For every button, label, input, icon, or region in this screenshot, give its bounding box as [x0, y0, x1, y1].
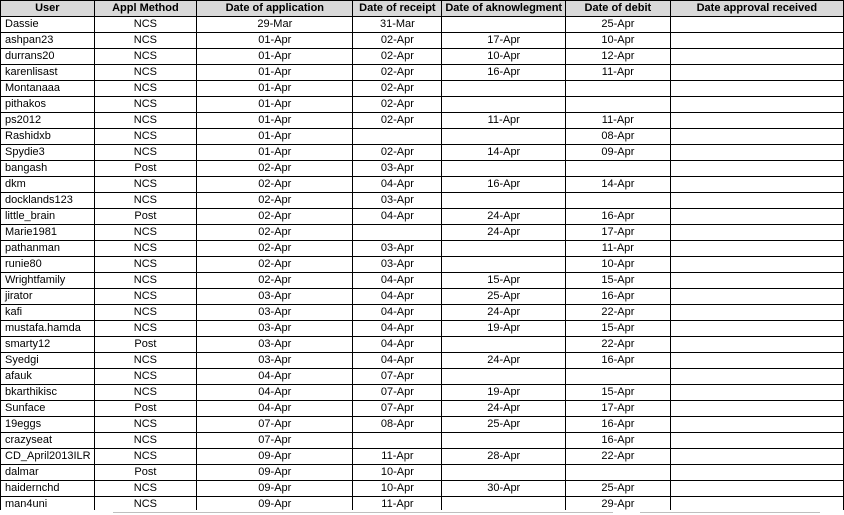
table-cell[interactable] — [353, 433, 442, 449]
table-cell[interactable]: NCS — [94, 305, 197, 321]
table-cell[interactable]: 12-Apr — [566, 49, 671, 65]
table-cell[interactable] — [670, 129, 843, 145]
user-cell[interactable]: 19eggs — [1, 417, 95, 433]
table-row — [1, 49, 844, 65]
table-row — [1, 113, 844, 129]
table-cell[interactable] — [670, 321, 843, 337]
table-cell[interactable]: 15-Apr — [566, 273, 671, 289]
table-cell[interactable]: 03-Apr — [353, 241, 442, 257]
table-cell[interactable]: 25-Apr — [566, 17, 671, 33]
table-cell[interactable]: 24-Apr — [442, 305, 566, 321]
table-cell[interactable]: 28-Apr — [442, 449, 566, 465]
table-cell[interactable] — [670, 33, 843, 49]
table-cell[interactable]: 07-Apr — [353, 369, 442, 385]
table-cell[interactable]: 02-Apr — [197, 161, 353, 177]
user-cell[interactable]: kafi — [1, 305, 95, 321]
table-cell[interactable]: 04-Apr — [197, 401, 353, 417]
user-cell[interactable]: durrans20 — [1, 49, 95, 65]
table-row — [1, 97, 844, 113]
table-row — [1, 337, 844, 353]
table-cell[interactable] — [670, 449, 843, 465]
table-cell[interactable]: Post — [94, 161, 197, 177]
table-cell[interactable] — [670, 177, 843, 193]
table-cell[interactable]: 01-Apr — [197, 145, 353, 161]
table-cell[interactable]: 11-Apr — [566, 113, 671, 129]
table-cell[interactable]: 07-Apr — [197, 433, 353, 449]
table-cell[interactable]: 03-Apr — [353, 257, 442, 273]
table-cell[interactable]: 07-Apr — [353, 385, 442, 401]
user-cell[interactable]: bkarthikisc — [1, 385, 95, 401]
table-row — [1, 129, 844, 145]
table-cell[interactable] — [670, 145, 843, 161]
table-row — [1, 321, 844, 337]
table-cell[interactable] — [442, 369, 566, 385]
table-cell[interactable]: 11-Apr — [353, 449, 442, 465]
column-header[interactable]: Date of receipt — [353, 1, 442, 17]
table-cell[interactable]: 17-Apr — [442, 33, 566, 49]
table-cell[interactable] — [670, 417, 843, 433]
table-cell[interactable] — [670, 433, 843, 449]
table-cell[interactable]: 29-Mar — [197, 17, 353, 33]
table-row — [1, 449, 844, 465]
table-row — [1, 273, 844, 289]
table-cell[interactable]: 01-Apr — [197, 97, 353, 113]
table-cell[interactable]: 19-Apr — [442, 385, 566, 401]
table-cell[interactable]: 11-Apr — [442, 113, 566, 129]
table-row — [1, 225, 844, 241]
table-cell[interactable] — [442, 465, 566, 481]
table-cell[interactable]: 10-Apr — [566, 257, 671, 273]
user-cell[interactable]: smarty12 — [1, 337, 95, 353]
table-cell[interactable]: 02-Apr — [197, 177, 353, 193]
bottom-line-segment — [113, 512, 613, 513]
table-cell[interactable] — [670, 97, 843, 113]
column-header[interactable]: User — [1, 1, 95, 17]
table-row — [1, 305, 844, 321]
table-cell[interactable]: 19-Apr — [442, 321, 566, 337]
table-row — [1, 289, 844, 305]
table-cell[interactable]: 01-Apr — [197, 33, 353, 49]
column-header[interactable]: Appl Method — [94, 1, 197, 17]
table-cell[interactable] — [442, 433, 566, 449]
table-cell[interactable] — [566, 465, 671, 481]
table-cell[interactable] — [442, 161, 566, 177]
table-cell[interactable]: 16-Apr — [566, 289, 671, 305]
table-cell[interactable] — [442, 81, 566, 97]
table-cell[interactable]: 17-Apr — [566, 225, 671, 241]
table-cell[interactable] — [670, 193, 843, 209]
table-cell[interactable] — [670, 401, 843, 417]
table-cell[interactable]: 07-Apr — [197, 417, 353, 433]
table-cell[interactable]: 24-Apr — [442, 225, 566, 241]
table-cell[interactable] — [353, 225, 442, 241]
table-cell[interactable] — [566, 81, 671, 97]
table-cell[interactable]: NCS — [94, 321, 197, 337]
table-cell[interactable] — [442, 193, 566, 209]
table-row — [1, 353, 844, 369]
table-row — [1, 177, 844, 193]
table-cell[interactable] — [670, 17, 843, 33]
table-row — [1, 65, 844, 81]
table-cell[interactable]: 07-Apr — [353, 401, 442, 417]
user-cell[interactable]: dalmar — [1, 465, 95, 481]
table-cell[interactable]: Post — [94, 465, 197, 481]
table-cell[interactable]: 03-Apr — [197, 337, 353, 353]
table-cell[interactable]: 04-Apr — [197, 385, 353, 401]
header-row — [1, 1, 844, 17]
user-cell[interactable]: karenlisast — [1, 65, 95, 81]
table-cell[interactable]: 10-Apr — [353, 481, 442, 497]
user-cell[interactable]: runie80 — [1, 257, 95, 273]
table-cell[interactable] — [670, 481, 843, 497]
table-cell[interactable]: 09-Apr — [197, 465, 353, 481]
table-cell[interactable]: NCS — [94, 385, 197, 401]
table-cell[interactable]: 09-Apr — [197, 449, 353, 465]
table-cell[interactable]: 03-Apr — [353, 193, 442, 209]
table-cell[interactable]: 01-Apr — [197, 129, 353, 145]
table-cell[interactable]: Post — [94, 209, 197, 225]
table-cell[interactable]: 04-Apr — [353, 289, 442, 305]
table-row — [1, 161, 844, 177]
table-cell[interactable] — [566, 161, 671, 177]
table-cell[interactable]: 10-Apr — [442, 49, 566, 65]
table-cell[interactable]: 29-Apr — [566, 497, 671, 513]
table-row — [1, 433, 844, 449]
table-cell[interactable]: NCS — [94, 113, 197, 129]
table-cell[interactable]: 22-Apr — [566, 337, 671, 353]
table-cell[interactable]: NCS — [94, 257, 197, 273]
table-cell[interactable]: 11-Apr — [566, 241, 671, 257]
table-cell[interactable]: 04-Apr — [353, 209, 442, 225]
user-cell[interactable]: mustafa.hamda — [1, 321, 95, 337]
table-cell[interactable] — [670, 337, 843, 353]
column-header[interactable]: Date of debit — [566, 1, 671, 17]
table-cell[interactable]: 16-Apr — [566, 209, 671, 225]
table-cell[interactable]: 24-Apr — [442, 209, 566, 225]
table-cell[interactable] — [670, 273, 843, 289]
table-cell[interactable]: 16-Apr — [442, 65, 566, 81]
table-cell[interactable]: 16-Apr — [566, 433, 671, 449]
table-cell[interactable]: 02-Apr — [197, 273, 353, 289]
table-row — [1, 145, 844, 161]
bottom-edge — [0, 510, 844, 515]
table-cell[interactable]: 14-Apr — [566, 177, 671, 193]
table-cell[interactable]: 04-Apr — [353, 337, 442, 353]
table-cell[interactable]: 01-Apr — [197, 81, 353, 97]
table-row — [1, 81, 844, 97]
table-cell[interactable]: 09-Apr — [566, 145, 671, 161]
table-cell[interactable]: 24-Apr — [442, 401, 566, 417]
table-cell[interactable]: 04-Apr — [353, 177, 442, 193]
table-cell[interactable]: 15-Apr — [566, 321, 671, 337]
user-cell[interactable]: Montanaaa — [1, 81, 95, 97]
table-cell[interactable]: 25-Apr — [566, 481, 671, 497]
table-cell[interactable] — [566, 97, 671, 113]
user-cell[interactable]: haidernchd — [1, 481, 95, 497]
table-cell[interactable]: 04-Apr — [353, 321, 442, 337]
table-row — [1, 481, 844, 497]
table-cell[interactable]: 03-Apr — [197, 289, 353, 305]
table-cell[interactable]: Post — [94, 337, 197, 353]
table-cell[interactable]: 02-Apr — [353, 65, 442, 81]
table-cell[interactable] — [442, 241, 566, 257]
table-cell[interactable]: 10-Apr — [566, 33, 671, 49]
table-cell[interactable]: 08-Apr — [566, 129, 671, 145]
table-cell[interactable] — [670, 257, 843, 273]
table-cell[interactable] — [670, 81, 843, 97]
table-cell[interactable]: NCS — [94, 449, 197, 465]
table-row — [1, 209, 844, 225]
table-cell[interactable]: 02-Apr — [353, 97, 442, 113]
table-cell[interactable]: 02-Apr — [353, 81, 442, 97]
table-cell[interactable]: NCS — [94, 273, 197, 289]
table-cell[interactable]: NCS — [94, 353, 197, 369]
table-cell[interactable] — [442, 337, 566, 353]
table-cell[interactable] — [442, 129, 566, 145]
table-cell[interactable] — [670, 209, 843, 225]
table-cell[interactable] — [670, 385, 843, 401]
table-cell[interactable]: 08-Apr — [353, 417, 442, 433]
table-cell[interactable]: 24-Apr — [442, 353, 566, 369]
table-cell[interactable]: NCS — [94, 97, 197, 113]
table-row — [1, 33, 844, 49]
table-cell[interactable]: 31-Mar — [353, 17, 442, 33]
table-cell[interactable]: 02-Apr — [197, 209, 353, 225]
table-cell[interactable]: 02-Apr — [353, 49, 442, 65]
user-cell[interactable]: Dassie — [1, 17, 95, 33]
table-cell[interactable]: 16-Apr — [566, 417, 671, 433]
table-cell[interactable]: 02-Apr — [353, 113, 442, 129]
table-cell[interactable]: 02-Apr — [197, 193, 353, 209]
table-cell[interactable]: 14-Apr — [442, 145, 566, 161]
table-cell[interactable]: 09-Apr — [197, 481, 353, 497]
table-cell[interactable]: 01-Apr — [197, 65, 353, 81]
table-cell[interactable]: NCS — [94, 49, 197, 65]
user-cell[interactable]: Marie1981 — [1, 225, 95, 241]
table-cell[interactable] — [670, 241, 843, 257]
table-cell[interactable]: 02-Apr — [197, 225, 353, 241]
table-cell[interactable] — [670, 113, 843, 129]
column-header[interactable]: Date of aknowlegment — [442, 1, 566, 17]
table-cell[interactable] — [353, 129, 442, 145]
table-cell[interactable] — [670, 289, 843, 305]
table-row — [1, 417, 844, 433]
table-cell[interactable] — [670, 305, 843, 321]
table-cell[interactable]: 09-Apr — [197, 497, 353, 513]
user-cell[interactable]: Sunface — [1, 401, 95, 417]
table-cell[interactable] — [566, 193, 671, 209]
table-cell[interactable]: NCS — [94, 369, 197, 385]
user-cell[interactable]: Spydie3 — [1, 145, 95, 161]
user-cell[interactable]: docklands123 — [1, 193, 95, 209]
table-row — [1, 257, 844, 273]
table-cell[interactable]: NCS — [94, 497, 197, 513]
user-cell[interactable]: Wrightfamily — [1, 273, 95, 289]
table-cell[interactable]: 17-Apr — [566, 401, 671, 417]
table-cell[interactable]: NCS — [94, 33, 197, 49]
column-header[interactable]: Date approval received — [670, 1, 843, 17]
table-cell[interactable]: 16-Apr — [566, 353, 671, 369]
user-cell[interactable]: CD_April2013ILR — [1, 449, 95, 465]
user-cell[interactable]: man4uni — [1, 497, 95, 513]
table-cell[interactable]: NCS — [94, 65, 197, 81]
table-cell[interactable]: NCS — [94, 193, 197, 209]
table-cell[interactable]: 04-Apr — [197, 369, 353, 385]
user-cell[interactable]: dkm — [1, 177, 95, 193]
table-cell[interactable]: 03-Apr — [197, 321, 353, 337]
table-cell[interactable]: 02-Apr — [353, 145, 442, 161]
table-cell[interactable]: 04-Apr — [353, 353, 442, 369]
user-cell[interactable]: jirator — [1, 289, 95, 305]
user-cell[interactable]: afauk — [1, 369, 95, 385]
table-cell[interactable]: 15-Apr — [566, 385, 671, 401]
table-row — [1, 401, 844, 417]
table-cell[interactable]: 15-Apr — [442, 273, 566, 289]
table-cell[interactable] — [442, 257, 566, 273]
table-cell[interactable]: NCS — [94, 225, 197, 241]
table-cell[interactable]: 01-Apr — [197, 49, 353, 65]
user-cell[interactable]: ps2012 — [1, 113, 95, 129]
table-row — [1, 193, 844, 209]
table-cell[interactable]: 03-Apr — [197, 305, 353, 321]
table-cell[interactable]: NCS — [94, 289, 197, 305]
table-row — [1, 369, 844, 385]
table-cell[interactable]: 10-Apr — [353, 465, 442, 481]
table-cell[interactable]: NCS — [94, 17, 197, 33]
table-cell[interactable]: 25-Apr — [442, 417, 566, 433]
table-cell[interactable]: 02-Apr — [197, 241, 353, 257]
table-cell[interactable] — [442, 17, 566, 33]
user-cell[interactable]: Syedgi — [1, 353, 95, 369]
table-cell[interactable]: 22-Apr — [566, 449, 671, 465]
bottom-line-segment — [640, 512, 820, 513]
table-cell[interactable]: 16-Apr — [442, 177, 566, 193]
table-cell[interactable] — [670, 225, 843, 241]
table-cell[interactable]: NCS — [94, 177, 197, 193]
table-cell[interactable]: NCS — [94, 129, 197, 145]
table-cell[interactable]: 22-Apr — [566, 305, 671, 321]
table-cell[interactable]: Post — [94, 401, 197, 417]
table-row — [1, 17, 844, 33]
table-cell[interactable]: 04-Apr — [353, 273, 442, 289]
table-cell[interactable]: 30-Apr — [442, 481, 566, 497]
table-cell[interactable]: NCS — [94, 433, 197, 449]
user-cell[interactable]: Rashidxb — [1, 129, 95, 145]
table-cell[interactable]: 04-Apr — [353, 305, 442, 321]
user-cell[interactable]: bangash — [1, 161, 95, 177]
table-cell[interactable] — [670, 369, 843, 385]
table-cell[interactable] — [670, 353, 843, 369]
table-row — [1, 385, 844, 401]
table-cell[interactable]: 11-Apr — [353, 497, 442, 513]
table-cell[interactable]: 02-Apr — [197, 257, 353, 273]
table-row — [1, 465, 844, 481]
table-cell[interactable]: 01-Apr — [197, 113, 353, 129]
table-cell[interactable] — [670, 65, 843, 81]
table-cell[interactable]: 11-Apr — [566, 65, 671, 81]
table-cell[interactable] — [670, 49, 843, 65]
table-cell[interactable]: 03-Apr — [353, 161, 442, 177]
table-cell[interactable] — [670, 465, 843, 481]
table-cell[interactable]: NCS — [94, 481, 197, 497]
table-cell[interactable] — [442, 97, 566, 113]
table-cell[interactable]: NCS — [94, 241, 197, 257]
user-cell[interactable]: pithakos — [1, 97, 95, 113]
table-cell[interactable] — [670, 161, 843, 177]
table-cell[interactable]: 03-Apr — [197, 353, 353, 369]
user-cell[interactable]: little_brain — [1, 209, 95, 225]
user-cell[interactable]: pathanman — [1, 241, 95, 257]
table-cell[interactable] — [566, 369, 671, 385]
user-cell[interactable]: crazyseat — [1, 433, 95, 449]
table-row — [1, 241, 844, 257]
table-body — [1, 17, 844, 513]
user-cell[interactable]: ashpan23 — [1, 33, 95, 49]
table-cell[interactable]: NCS — [94, 81, 197, 97]
table-cell[interactable]: 25-Apr — [442, 289, 566, 305]
table-cell[interactable]: NCS — [94, 417, 197, 433]
table-cell[interactable]: NCS — [94, 145, 197, 161]
table-cell[interactable]: 02-Apr — [353, 33, 442, 49]
column-header[interactable]: Date of application — [197, 1, 353, 17]
